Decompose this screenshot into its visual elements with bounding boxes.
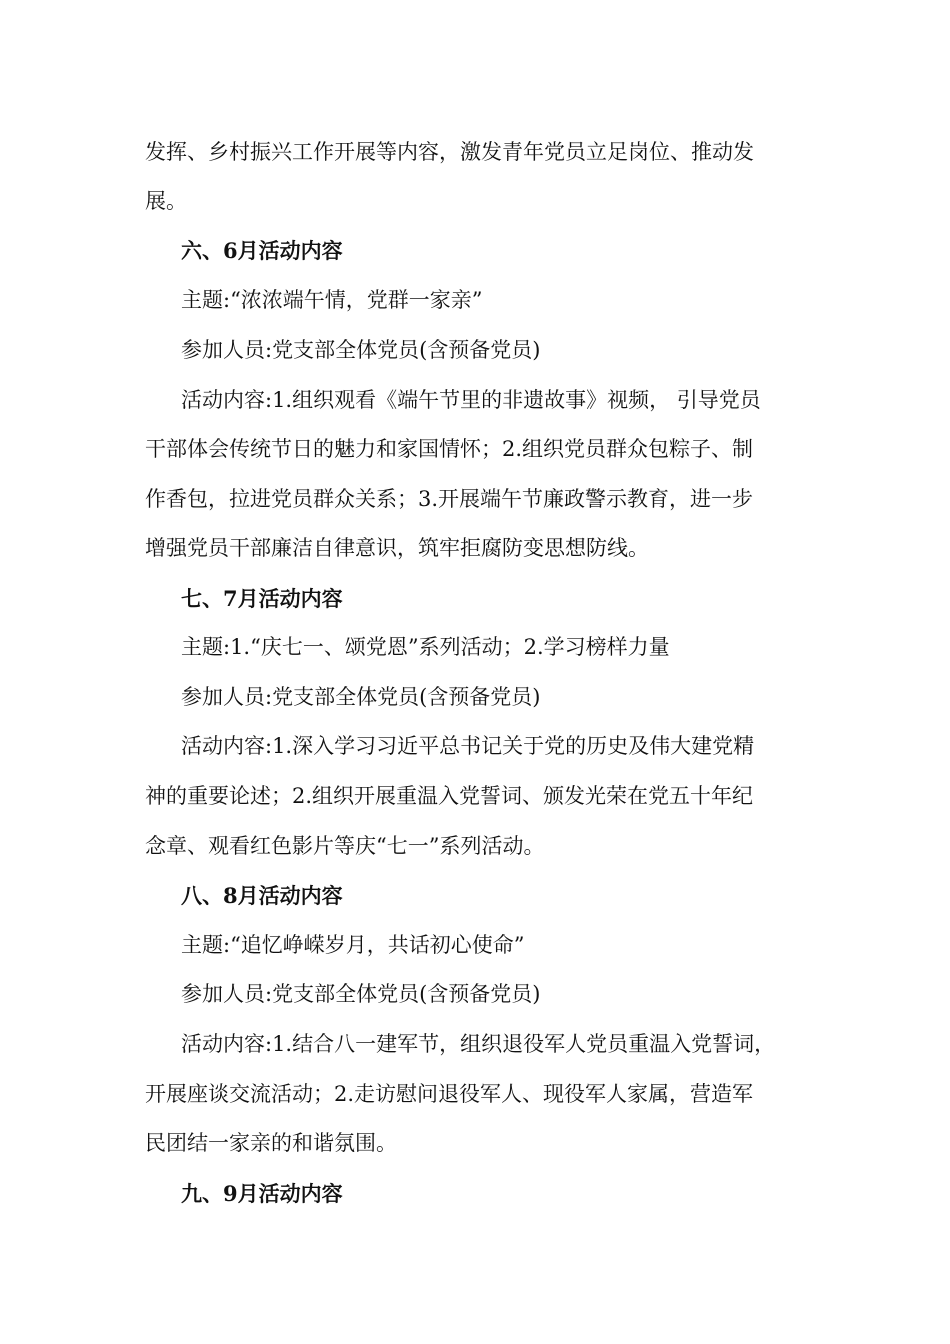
- section-heading-september: 九、9月活动内容: [181, 1181, 343, 1206]
- paragraph-line: 增强党员干部廉洁自律意识，筑牢拒腐防变思想防线。: [145, 536, 649, 560]
- activity-line-august: 活动内容:1.结合八一建军节，组织退役军人党员重温入党誓词，: [181, 1032, 776, 1056]
- section-heading-july: 七、7月活动内容: [181, 586, 343, 611]
- theme-line-august: 主题:“追忆峥嵘岁月，共话初心使命”: [181, 933, 525, 957]
- paragraph-line: 发挥、乡村振兴工作开展等内容，激发青年党员立足岗位、推动发: [145, 140, 754, 164]
- activity-line-july: 活动内容:1.深入学习习近平总书记关于党的历史及伟大建党精: [181, 734, 755, 758]
- participants-line-july: 参加人员:党支部全体党员(含预备党员): [181, 685, 541, 709]
- paragraph-line: 干部体会传统节日的魅力和家国情怀；2.组织党员群众包粽子、制: [145, 437, 754, 461]
- theme-line-june: 主题:“浓浓端午情，党群一家亲”: [181, 288, 483, 312]
- paragraph-line: 民团结一家亲的和谐氛围。: [145, 1131, 397, 1155]
- activity-line-june: 活动内容:1.组织观看《端午节里的非遗故事》视频， 引导党员: [181, 388, 761, 412]
- paragraph-line: 作香包，拉进党员群众关系；3.开展端午节廉政警示教育，进一步: [145, 487, 754, 511]
- participants-line-august: 参加人员:党支部全体党员(含预备党员): [181, 982, 541, 1006]
- theme-line-july: 主题:1.“庆七一、颂党恩”系列活动；2.学习榜样力量: [181, 635, 670, 659]
- participants-line-june: 参加人员:党支部全体党员(含预备党员): [181, 338, 541, 362]
- section-heading-june: 六、6月活动内容: [181, 238, 343, 263]
- paragraph-line: 神的重要论述；2.组织开展重温入党誓词、颁发光荣在党五十年纪: [145, 784, 754, 808]
- paragraph-line: 念章、观看红色影片等庆“七一”系列活动。: [145, 834, 545, 858]
- paragraph-line: 开展座谈交流活动；2.走访慰问退役军人、现役军人家属，营造军: [145, 1082, 754, 1106]
- section-heading-august: 八、8月活动内容: [181, 883, 343, 908]
- paragraph-line: 展。: [145, 189, 187, 213]
